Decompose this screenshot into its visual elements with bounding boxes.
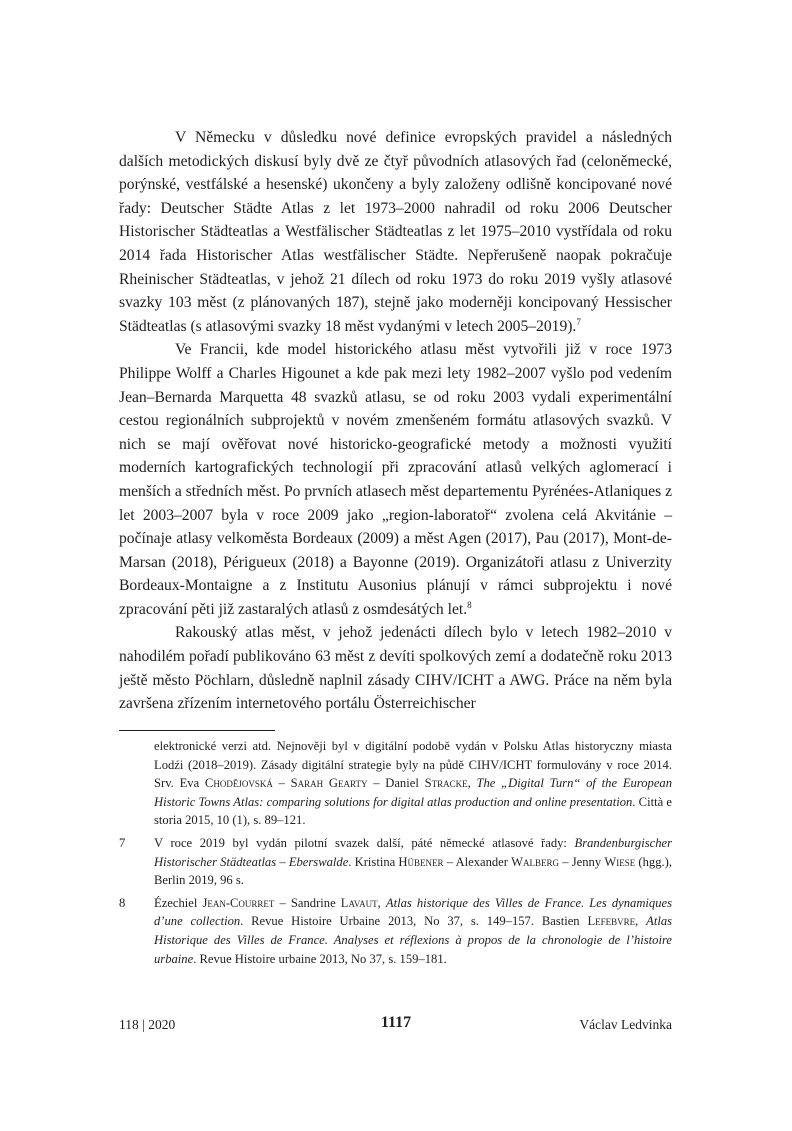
paragraph-text: V Německu v důsledku nové definice evropských pravidel a následných dalších metodických diskusí byly dvě ze čtyř původních atlasových řad (celoněmecké, porýnské, vestfálské a hesenské) ukončeny a byly založeny odlišně koncipované nové řady: Deutscher Städte Atlas z let 1973–2000 nahradil od roku 2006 Deutscher Historischer Städteatlas a Westfälischer Städteatlas z let 1975–2010 vystřídala od roku 2014 řada Historischer Atlas westfälischer Städte. Nepřerušeně naopak pokračuje Rheinischer Städteatlas, v jehož 21 dílech od roku 1973 do roku 2019 vyšly atlasové svazky 103 měst (z plánovaných 187), stejně jako moderněji koncipovaný Hessischer Städteatlas (s atlasovými svazky 18 měst vydanými v letech 2005–2019). (119, 129, 672, 335)
footnote-separator (119, 730, 275, 731)
footnote-text: (hgg.), Berlin 2019, 96 s. (154, 854, 672, 888)
footnote-8 (119, 894, 672, 968)
author-name: Chodějovská (204, 776, 273, 791)
author-name: Jean-Courret (202, 895, 275, 910)
body-text (119, 126, 672, 716)
work-title: Atlas historique des Villes de France. Les dynamiques d’une collection (154, 895, 673, 929)
author-name: Wiese (604, 854, 636, 869)
footnote-text: – Sandrine (274, 895, 341, 910)
footnote-continued (154, 737, 672, 830)
paragraph-france (119, 338, 672, 621)
footnote-text: , (467, 776, 477, 791)
footnote-reference-7[interactable]: 7 (576, 316, 581, 327)
author-name: Hübener (398, 854, 444, 869)
footnote-text: . Kristina (348, 854, 399, 869)
footnote-number: 8 (119, 895, 126, 910)
footnote-text: , (377, 895, 386, 910)
paragraph-text: Rakouský atlas měst, v jehož jedenácti dílech bylo v letech 1982–2010 v nahodilém pořadí publikováno 63 měst z devíti spolkových zemí a dodatečně roku 2013 ještě město Pöchlarn, důsledně naplnil zásady CIHV/ICHT a AWG. Práce na něm byla završena zřízením internetového portálu Österreichischer (119, 624, 672, 713)
footnote-text: – Daniel (367, 776, 425, 791)
author-name: Sarah Gearty (290, 776, 368, 791)
footnote-text: Ézechiel (154, 895, 203, 910)
work-title: Brandenburgischer Historischer Städteatlas – Eberswalde (154, 835, 672, 869)
footnote-7 (119, 834, 672, 890)
footnote-number: 7 (119, 835, 126, 850)
footer-issue: 118 | 2020 (119, 1017, 176, 1032)
author-name: Lefebvre (587, 914, 636, 929)
footnote-body (154, 834, 672, 890)
footnote-body (154, 894, 672, 968)
footnote-text: . Revue Histoire Urbaine 2013, No 37, s. 149–157. Bastien (240, 914, 588, 929)
footnote-reference-8[interactable]: 8 (467, 599, 472, 610)
footnotes (119, 737, 672, 972)
footer-author: Václav Ledvinka (579, 1017, 672, 1032)
paragraph-austria (119, 621, 672, 715)
work-title: The „Digital Turn“ of the European Historic Towns Atlas: comparing solutions for digital atlas production and online presentation (154, 776, 673, 809)
footnote-text: . Città e storia 2015, 10 (1), s. 89–121. (154, 794, 672, 828)
footnote-text: – Jenny (559, 854, 605, 869)
paragraph-germany (119, 126, 672, 338)
author-name: Walberg (511, 854, 560, 869)
footnote-text: – Alexander (443, 854, 512, 869)
author-name: Lavaut (340, 895, 378, 910)
footnote-text: . Revue Histoire urbaine 2013, No 37, s. 159–181. (193, 951, 447, 966)
work-title: Atlas Historique des Villes de France. Analyses et réflexions à propos de la chronologie de l’histoire urbaine (154, 914, 673, 966)
paragraph-text: Ve Francii, kde model historického atlasu měst vytvořili již v roce 1973 Philippe Wolff a Charles Higounet a kde pak mezi lety 1982–2007 vyšlo pod vedením Jean–Bernarda Marquetta 48 svazků atlasu, se od roku 2003 vydali experimentální cestou regionálních subprojektů v novém zmenšeném formátu atlasových svazků. V nich se mají ověřovat nové historicko-geografické metody a možnosti využití moderních kartografických technologií při zpracování atlasů velkých aglomerací i menších a středních měst. Po prvních atlasech měst departementu Pyrénées-Atlaniques z let 2003–2007 byla v roce 2009 jako „region-laboratoř“ zvolena celá Akvitánie – počínaje atlasy velkoměsta Bordeaux (2009) a měst Agen (2017), Pau (2017), Mont-de-Marsan (2018), Périgueux (2018) a Bayonne (2019). Organizátoři atlasu z Univerzity Bordeaux-Montaigne a z Institutu Ausonius plánují v rámci subprojektu i nové zpracování pěti již zastaralých atlasů z osmdesátých let. (119, 341, 672, 618)
page-number: 1117 (380, 1014, 412, 1031)
footnote-text: , (635, 914, 647, 929)
footnote-text: – (272, 776, 291, 791)
footnote-text: V roce 2019 byl vydán pilotní svazek další, páté německé atlasové řady: (154, 835, 575, 850)
author-name: Stracke (424, 776, 468, 791)
footnote-text: elektronické verzi atd. Nejnověji byl v digitální podobě vydán v Polsku Atlas historyczny miasta Lodźi (2018–2019). Zásady digitální strategie byly na půdě CIHV/ICHT formulovány v roce 2014. Srv. Eva (154, 739, 672, 791)
